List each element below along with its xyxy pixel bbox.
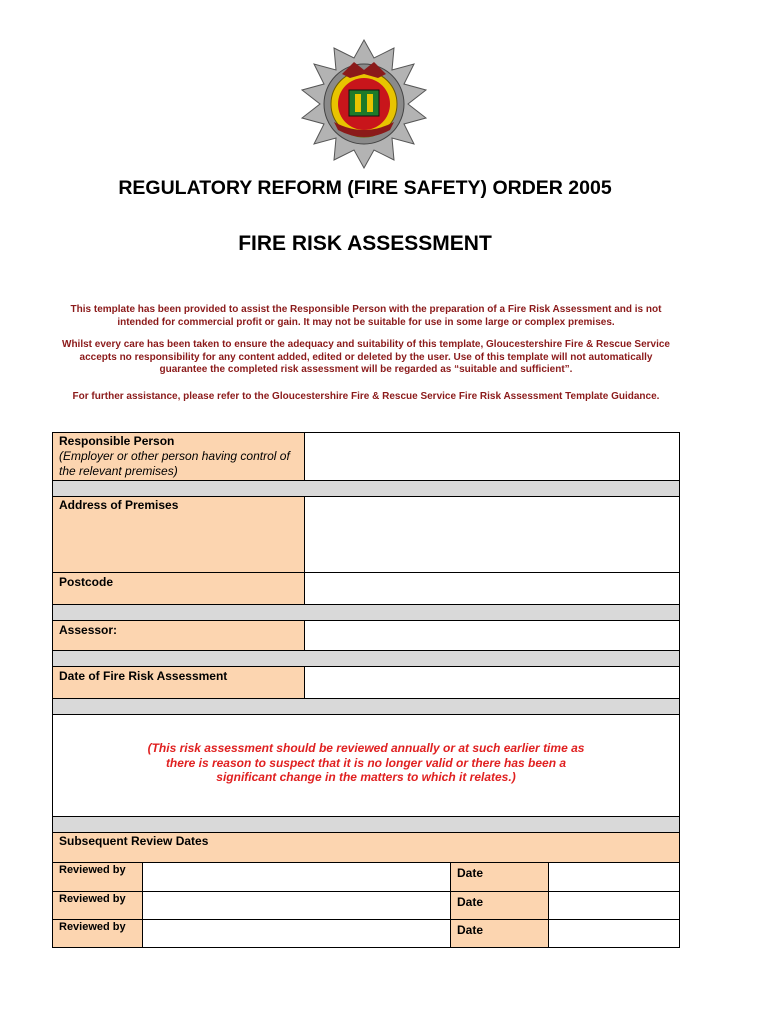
review-row-3 bbox=[53, 920, 679, 947]
review-date-label-cell-3 bbox=[451, 920, 549, 947]
reviewed-by-label-cell-3 bbox=[53, 920, 143, 947]
assessor-label-cell bbox=[53, 621, 305, 650]
review-row-1 bbox=[53, 863, 679, 892]
separator-3 bbox=[53, 651, 679, 667]
assessor-field[interactable] bbox=[305, 621, 679, 650]
assessment-date-field[interactable] bbox=[305, 667, 679, 698]
assessor-row bbox=[53, 621, 679, 651]
responsible-person-field[interactable] bbox=[305, 433, 679, 480]
review-dates-header bbox=[53, 833, 679, 863]
review-date-label-cell-2 bbox=[451, 892, 549, 919]
postcode-field[interactable] bbox=[305, 573, 679, 604]
review-date-label-2: Date bbox=[457, 895, 484, 909]
separator-5 bbox=[53, 817, 679, 833]
reviewed-by-label-cell-1 bbox=[53, 863, 143, 891]
reviewed-by-label-3: Reviewed by bbox=[59, 921, 126, 933]
fire-service-crest-icon bbox=[299, 39, 429, 169]
reviewed-by-label-2: Reviewed by bbox=[59, 893, 126, 905]
review-row-2 bbox=[53, 892, 679, 920]
page-title: REGULATORY REFORM (FIRE SAFETY) ORDER 2005 bbox=[118, 177, 612, 199]
page-subtitle: FIRE RISK ASSESSMENT bbox=[238, 232, 492, 255]
assessment-form bbox=[52, 432, 680, 948]
assessment-date-label: Date of Fire Risk Assessment bbox=[59, 669, 228, 683]
reviewed-by-label-1: Reviewed by bbox=[59, 864, 126, 876]
address-field[interactable] bbox=[305, 497, 679, 572]
address-label: Address of Premises bbox=[59, 498, 179, 512]
assessment-date-row bbox=[53, 667, 679, 699]
separator-1 bbox=[53, 481, 679, 497]
intro-paragraph-3: For further assistance, please refer to the Gloucestershire Fire & Rescue Service Fire Risk Assessment Template Guidance. bbox=[72, 391, 660, 402]
separator-4 bbox=[53, 699, 679, 715]
responsible-person-label-cell bbox=[53, 433, 305, 480]
review-date-label-3: Date bbox=[457, 923, 484, 937]
review-note-row bbox=[53, 715, 679, 817]
reviewed-by-field-3[interactable] bbox=[143, 920, 451, 947]
assessment-date-label-cell bbox=[53, 667, 305, 698]
responsible-person-label: Responsible Person bbox=[59, 434, 175, 448]
review-date-label-1: Date bbox=[457, 866, 484, 880]
address-row bbox=[53, 497, 679, 573]
reviewed-by-label-cell-2 bbox=[53, 892, 143, 919]
reviewed-by-field-2[interactable] bbox=[143, 892, 451, 919]
separator-2 bbox=[53, 605, 679, 621]
postcode-label-cell bbox=[53, 573, 305, 604]
responsible-person-sublabel: (Employer or other person having control of the relevant premises) bbox=[59, 449, 290, 478]
postcode-label: Postcode bbox=[59, 575, 114, 589]
responsible-person-row bbox=[53, 433, 679, 481]
review-date-field-3[interactable] bbox=[549, 920, 679, 947]
review-note: (This risk assessment should be reviewed annually or at such earlier time as there is reason to suspect that it is no longer valid or there has been a significant change in the matters to which it relates.) bbox=[147, 741, 585, 784]
intro-paragraph-2: Whilst every care has been taken to ensure the adequacy and suitability of this template, Gloucestershire Fire & Rescue Service accepts no responsibility for any content added, edited or deleted by the user. Use of this template will not automatically guarantee the completed risk assessment will be regarded as “suitable and sufficient”. bbox=[62, 339, 670, 375]
assessor-label: Assessor: bbox=[59, 623, 118, 637]
reviewed-by-field-1[interactable] bbox=[143, 863, 451, 891]
review-date-field-1[interactable] bbox=[549, 863, 679, 891]
review-date-label-cell-1 bbox=[451, 863, 549, 891]
address-label-cell bbox=[53, 497, 305, 572]
intro-paragraph-1: This template has been provided to assist the Responsible Person with the preparation of a Fire Risk Assessment and is not intended for commercial profit or gain. It may not be suitable for use in some large or complex premises. bbox=[70, 304, 662, 328]
review-dates-header-label: Subsequent Review Dates bbox=[59, 834, 209, 848]
review-date-field-2[interactable] bbox=[549, 892, 679, 919]
postcode-row bbox=[53, 573, 679, 605]
